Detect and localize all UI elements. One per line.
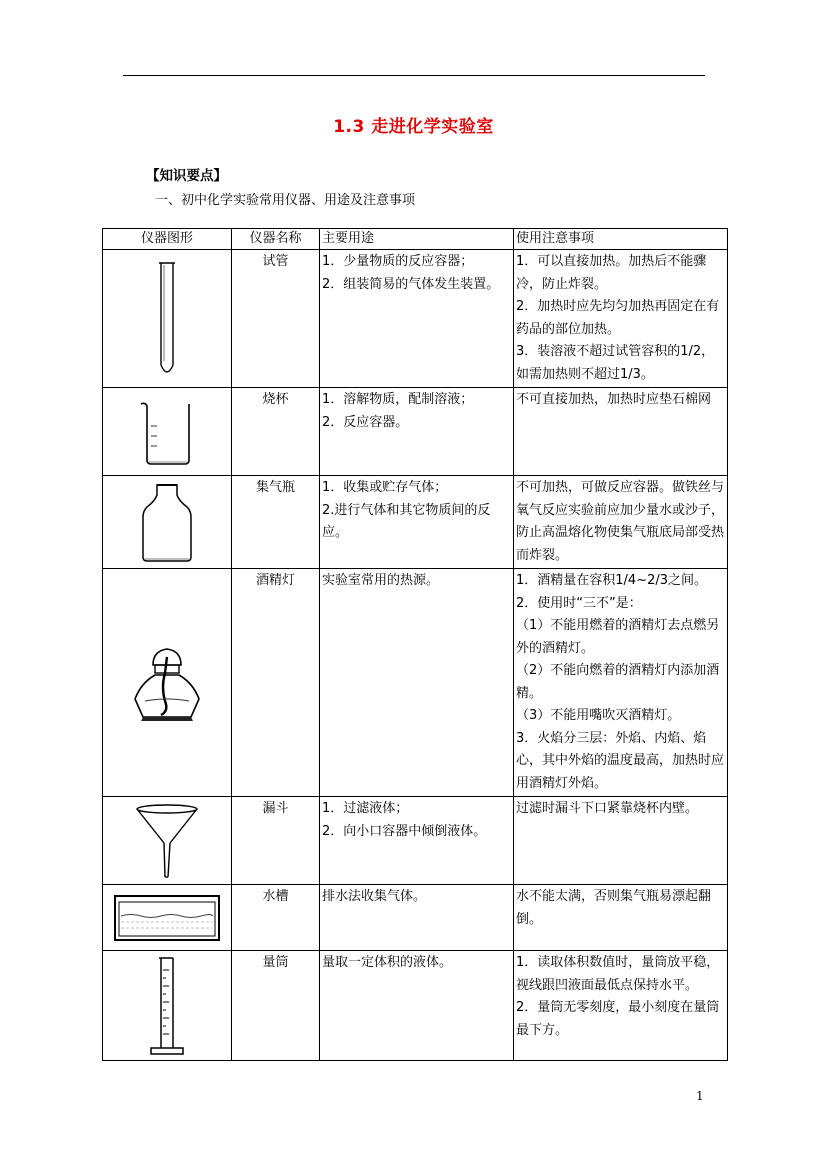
table-row	[103, 250, 728, 388]
header-rule	[123, 75, 705, 76]
section-subheading: 一、初中化学实验常用仪器、用途及注意事项	[155, 193, 416, 208]
header-name: 仪器名称	[232, 229, 320, 250]
table-header-row	[103, 229, 728, 250]
table-row	[103, 885, 728, 951]
instrument-name: 烧杯	[232, 388, 320, 476]
note-line: 1．读取体积数值时，量筒放平稳，视线跟凹液面最低点保持水平。	[516, 955, 720, 993]
use-line: 量取一定体积的液体。	[322, 955, 453, 970]
notes-cell	[514, 885, 728, 951]
table-row	[103, 797, 728, 885]
note-line: 2．加热时应先均匀加热再固定在有药品的部位加热。	[516, 299, 720, 337]
note-line: 2．量筒无零刻度，最小刻度在量筒最下方。	[516, 1000, 720, 1038]
header-uses: 主要用途	[320, 229, 514, 250]
figure-cell	[103, 476, 232, 569]
note-line: 过滤时漏斗下口紧靠烧杯内壁。	[516, 801, 699, 816]
note-line: （2）不能向燃着的酒精灯内添加酒精。	[516, 663, 720, 701]
use-line: 排水法收集气体。	[322, 889, 427, 904]
note-line: （3）不能用嘴吹灭酒精灯。	[516, 708, 681, 723]
instrument-name: 水槽	[232, 885, 320, 951]
use-line: 1．溶解物质，配制溶液；	[322, 392, 474, 407]
gas-jar-icon	[103, 481, 231, 563]
note-line: （1）不能用燃着的酒精灯去点燃另外的酒精灯。	[516, 618, 720, 656]
page-title: 1.3 走进化学实验室	[333, 117, 494, 137]
use-line: 实验室常用的热源。	[322, 573, 440, 588]
alcohol-lamp-icon	[103, 643, 231, 723]
use-line: 1．收集或贮存气体；	[322, 480, 448, 495]
beaker-icon	[103, 396, 231, 468]
section-heading: 【知识要点】	[146, 168, 227, 184]
notes-cell	[514, 388, 728, 476]
use-line: 2．反应容器。	[322, 414, 409, 430]
table-row	[103, 569, 728, 797]
figure-cell	[103, 885, 232, 951]
uses-cell	[320, 388, 514, 476]
note-line: 2．使用时“三不”是：	[516, 595, 642, 611]
instrument-table	[102, 228, 728, 1061]
notes-cell	[514, 569, 728, 797]
water-trough-icon	[103, 890, 231, 946]
instrument-name: 试管	[232, 250, 320, 388]
graduated-cylinder-icon	[103, 954, 231, 1058]
test-tube-icon	[103, 257, 231, 381]
use-line: 1．少量物质的反应容器；	[322, 254, 474, 269]
use-line: 2．组装简易的气体发生装置。	[322, 276, 500, 292]
page-number: 1	[696, 1089, 704, 1103]
note-line: 1．可以直接加热。加热后不能骤冷，防止炸裂。	[516, 254, 707, 292]
uses-cell	[320, 569, 514, 797]
table-row	[103, 388, 728, 476]
uses-cell	[320, 951, 514, 1061]
header-notes: 使用注意事项	[514, 229, 728, 250]
table-row	[103, 951, 728, 1061]
uses-cell	[320, 885, 514, 951]
instrument-name: 量筒	[232, 951, 320, 1061]
note-line: 不可加热，可做反应容器。做铁丝与氧气反应实验前应加少量水或沙子，防止高温熔化物使集气瓶底局部受热而炸裂。	[516, 480, 725, 563]
instrument-name: 酒精灯	[232, 569, 320, 797]
note-line: 不可直接加热，加热时应垫石棉网	[516, 392, 712, 407]
note-line: 水不能太满，否则集气瓶易漂起翻倒。	[516, 889, 712, 927]
note-line: 1．酒精量在容积1/4~2/3之间。	[516, 573, 708, 588]
figure-cell	[103, 569, 232, 797]
funnel-icon	[103, 801, 231, 881]
figure-cell	[103, 388, 232, 476]
uses-cell	[320, 250, 514, 388]
instrument-name: 漏斗	[232, 797, 320, 885]
notes-cell	[514, 250, 728, 388]
notes-cell	[514, 797, 728, 885]
header-figure: 仪器图形	[103, 229, 232, 250]
uses-cell	[320, 797, 514, 885]
notes-cell	[514, 476, 728, 569]
figure-cell	[103, 797, 232, 885]
instrument-name: 集气瓶	[232, 476, 320, 569]
use-line: 2.进行气体和其它物质间的反应。	[322, 502, 491, 540]
use-line: 2．向小口容器中倾倒液体。	[322, 823, 487, 839]
note-line: 3．装溶液不超过试管容积的1/2，如需加热则不超过1/3。	[516, 344, 715, 382]
notes-cell	[514, 951, 728, 1061]
note-line: 3．火焰分三层：外焰、内焰、焰心，其中外焰的温度最高，加热时应用酒精灯外焰。	[516, 730, 725, 791]
use-line: 1．过滤液体；	[322, 801, 409, 816]
figure-cell	[103, 951, 232, 1061]
table-row	[103, 476, 728, 569]
figure-cell	[103, 250, 232, 388]
uses-cell	[320, 476, 514, 569]
